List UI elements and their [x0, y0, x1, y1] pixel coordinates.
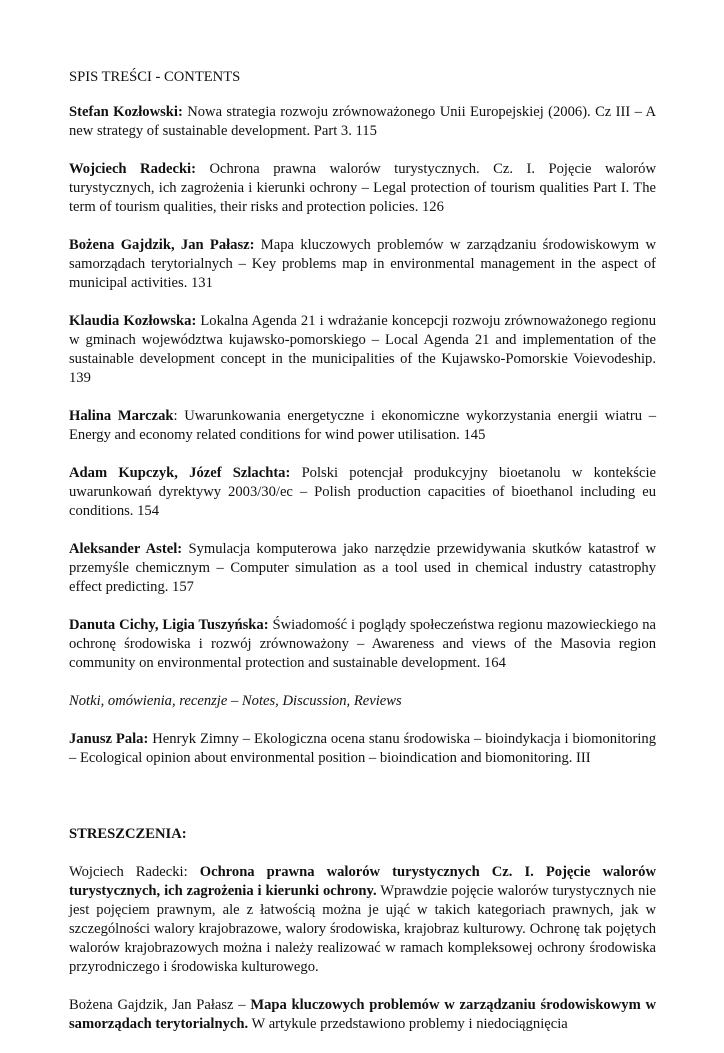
notes-entry-authors: Janusz Pala: [69, 731, 149, 747]
contents-heading: SPIS TREŚCI - CONTENTS [69, 69, 241, 85]
abstract-item [69, 996, 656, 1034]
abstract-text: W artykule przedstawiono problemy i niedociągnięcia [248, 1016, 568, 1032]
abstracts-heading: STRESZCZENIA: [69, 826, 187, 842]
toc-entry [69, 464, 656, 521]
toc-entry-authors: Wojciech Radecki: [69, 161, 196, 177]
abstract-text: Wprawdzie pojęcie walorów turystycznych nie jest pojęciem prawnym, ale z łatwością można je ująć w takich kategoriach prawnych, jak w szczególności walory krajobrazowe, walory środowiska, krajobraz kulturowy. Ochronę tak pojętych walorów krajobrazowych można i należy realizować w ramach kompleksowej ochrony środowiska przyrodniczego i środowiska kulturowego. [69, 883, 656, 975]
toc-entry [69, 236, 656, 293]
toc-entry-text: Ochrona prawna walorów turystycznych. Cz. I. Pojęcie walorów turystycznych, ich zagrożenia i kierunki ochrony – Legal protection of tourism qualities Part I. The term of tourism qualities, their risks and protection policies. 126 [69, 161, 657, 215]
toc-entry [69, 103, 656, 141]
toc-entry-text: Symulacja komputerowa jako narzędzie przewidywania skutków katastrof w przemyśle chemicznym – Computer simulation as a tool used in chemical industry catastrophy effect predicting. 157 [69, 541, 656, 595]
toc-entry-text: Lokalna Agenda 21 i wdrażanie koncepcji rozwoju zrównoważonego regionu w gminach województwa kujawsko-pomorskiego – Local Agenda 21 and implementation of the sustainable development concept in the municipalities of the Kujawsko-Pomorskie Voievodeship. 139 [69, 313, 657, 386]
abstract-title: Ochrona prawna walorów turystycznych Cz. I. Pojęcie walorów turystycznych, ich zagrożenia i kierunki ochrony. [69, 864, 656, 899]
notes-entry-text: Henryk Zimny – Ekologiczna ocena stanu środowiska – bioindykacja i biomonitoring – Ecological opinion about environmental position – bioindication and biomonitoring. III [69, 731, 656, 766]
toc-entry-authors: Halina Marczak [69, 408, 174, 424]
abstract-item [69, 863, 656, 977]
toc-entry-text: Mapa kluczowych problemów w zarządzaniu środowiskowym w samorządach terytorialnych – Key problems map in environmental management in the aspect of municipal activities. 131 [69, 237, 656, 291]
toc-entry [69, 312, 656, 388]
toc-entry-authors: Klaudia Kozłowska: [69, 313, 197, 329]
toc-entry-text: : Uwarunkowania energetyczne i ekonomiczne wykorzystania energii wiatru – Energy and economy related conditions for wind power utilisation. 145 [69, 408, 656, 443]
toc-entry-authors: Stefan Kozłowski: [69, 104, 183, 120]
document-page [69, 68, 656, 1053]
abstract-authors: Bożena Gajdzik, Jan Pałasz – [69, 997, 251, 1013]
toc-entry [69, 160, 656, 217]
toc-entry [69, 540, 656, 597]
abstract-authors: Wojciech Radecki: [69, 864, 200, 880]
toc-entry-text: Świadomość i poglądy społeczeństwa regionu mazowieckiego na ochronę środowiska i rozwój zrównoważony – Awareness and views of the Masovia region community on environmental protection and sustainable development. 164 [69, 617, 656, 671]
toc-entry [69, 407, 656, 445]
toc-entry-text: Polski potencjał produkcyjny bioetanolu w kontekście uwarunkowań dyrektywy 2003/30/ec – Polish production capacities of bioethanol including eu conditions. 154 [69, 465, 656, 519]
toc-entry-authors: Adam Kupczyk, Józef Szlachta: [69, 465, 291, 481]
toc-entry-text: Nowa strategia rozwoju zrównoważonego Unii Europejskiej (2006). Cz III – A new strategy of sustainable development. Part 3. 115 [69, 104, 656, 139]
section-spacer [69, 787, 656, 825]
notes-heading: Notki, omówienia, recenzje – Notes, Discussion, Reviews [69, 693, 402, 709]
toc-entry-authors: Aleksander Astel: [69, 541, 183, 557]
notes-entry [69, 730, 656, 768]
toc-entry-authors: Bożena Gajdzik, Jan Pałasz: [69, 237, 255, 253]
toc-entry-authors: Danuta Cichy, Ligia Tuszyńska: [69, 617, 269, 633]
toc-entry [69, 616, 656, 673]
abstract-title: Mapa kluczowych problemów w zarządzaniu środowiskowym w samorządach terytorialnych. [69, 997, 656, 1032]
